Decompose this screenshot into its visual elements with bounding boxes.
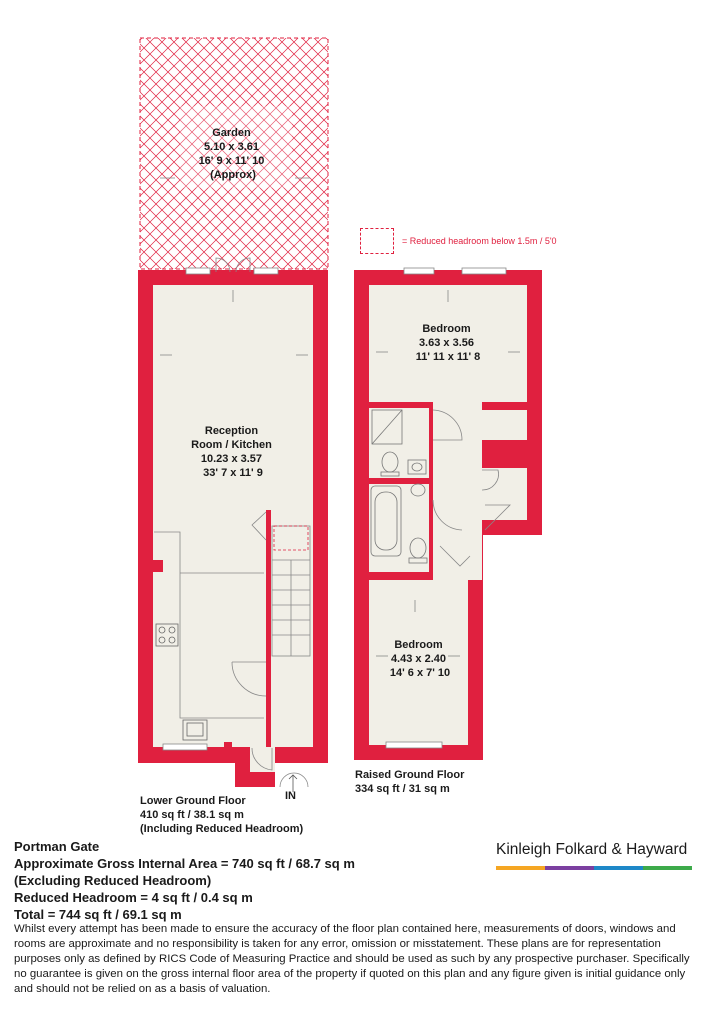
garden [140, 38, 328, 269]
legend-swatch [360, 228, 394, 254]
lower-floor-name: Lower Ground Floor [140, 795, 246, 807]
lower-floor-area: 410 sq ft / 38.1 sq m [140, 809, 244, 821]
legend-text: = Reduced headroom below 1.5m / 5'0 [402, 236, 557, 246]
area-summary [14, 838, 355, 923]
reception-imperial: 33' 7 x 11' 9 [203, 467, 263, 479]
brand-logo [496, 841, 692, 870]
brand-name: Kinleigh Folkard & Hayward [496, 841, 688, 858]
garden-metric: 5.10 x 3.61 [203, 141, 259, 153]
garden-approx: (Approx) [210, 169, 256, 181]
reception-name: Reception [204, 425, 259, 437]
bedroom2-metric: 4.43 x 2.40 [390, 653, 446, 665]
reduced-headroom-legend [360, 228, 557, 254]
brand-bar-blue [594, 866, 643, 870]
brand-bar-purple [545, 866, 594, 870]
garden-name: Garden [212, 127, 251, 139]
lower-floor-note: (Including Reduced Headroom) [140, 823, 304, 835]
total-area: Total = 744 sq ft / 69.1 sq m [14, 907, 182, 922]
raised-floor-area: 334 sq ft / 31 sq m [355, 783, 450, 795]
raised-floor-caption [355, 768, 464, 796]
bedroom2-imperial: 14' 6 x 7' 10 [389, 667, 451, 679]
reduced-headroom-area: Reduced Headroom = 4 sq ft / 0.4 sq m [14, 890, 253, 905]
raised-floor-name: Raised Ground Floor [355, 769, 465, 781]
lower-floor-caption [140, 794, 303, 836]
garden-imperial: 16' 9 x 11' 10 [198, 155, 265, 167]
raised-ground-floor [354, 268, 542, 760]
brand-color-bar [496, 866, 692, 870]
reception-name-2: Room / Kitchen [191, 439, 272, 451]
bedroom1-metric: 3.63 x 3.56 [418, 337, 474, 349]
brand-bar-orange [496, 866, 545, 870]
property-name: Portman Gate [14, 839, 100, 854]
bedroom2-label [390, 639, 450, 679]
lower-ground-floor [138, 258, 328, 792]
bedroom1-label [416, 323, 481, 363]
entrance-label: IN [285, 790, 296, 802]
bedroom1-imperial: 11' 11 x 11' 8 [415, 351, 481, 363]
bedroom1-name: Bedroom [422, 323, 471, 335]
gross-area-note: (Excluding Reduced Headroom) [14, 873, 212, 888]
disclaimer: Whilst every attempt has been made to ensure the accuracy of the floor plan contained here, measurements of doors, windows and rooms are approximate and no responsibility is taken for any error, omission or misstatement. These plans are for representation purposes only as defined by RICS Code of Measuring Practice and should be used as such by any prospective purchaser. Specifically no guarantee is given on the gross internal floor area of the property if quoted on this plan and any figure given is initial guidance only and should not be relied on as a basis of valuation. [14, 923, 690, 995]
bedroom2-name: Bedroom [394, 639, 443, 651]
gross-area: Approximate Gross Internal Area = 740 sq ft / 68.7 sq m [14, 856, 355, 871]
reception-metric: 10.23 x 3.57 [200, 453, 263, 465]
brand-bar-green [643, 866, 692, 870]
